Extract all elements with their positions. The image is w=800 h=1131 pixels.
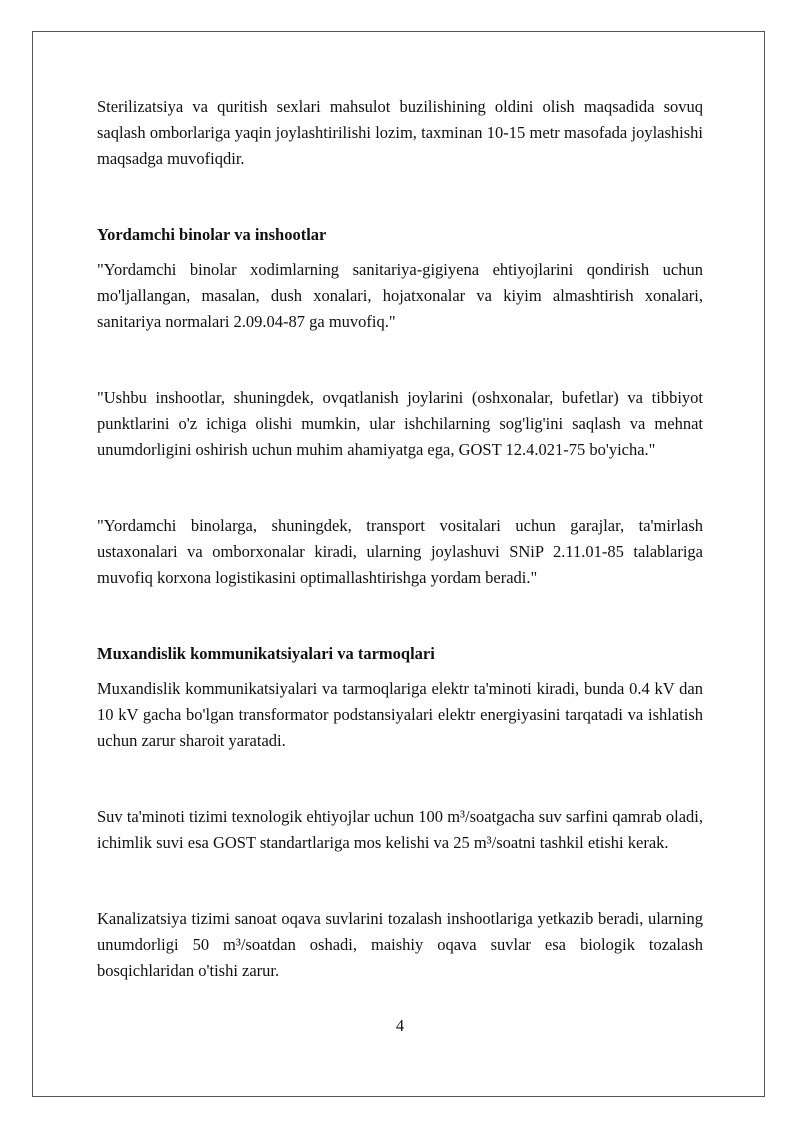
section-heading-engineering-networks: Muxandislik kommunikatsiyalari va tarmoqlari [97, 644, 435, 663]
auxiliary-paragraph-1: "Yordamchi binolar xodimlarning sanitariya-gigiyena ehtiyojlarini qondirish uchun mo'ljallangan, masalan, dush xonalari, hojatxonalar va kiyim almashtirish xonalari, sanitariya normalari 2.09.04-87 ga muvofiq." [97, 260, 703, 331]
page-content [97, 94, 703, 984]
section-heading-auxiliary-buildings: Yordamchi binolar va inshootlar [97, 225, 327, 244]
page-number: 4 [395, 1016, 405, 1035]
engineering-paragraph-3: Kanalizatsiya tizimi sanoat oqava suvlarini tozalash inshootlariga yetkazib beradi, ularning unumdorligi 50 m³/soatdan oshadi, maishiy oqava suvlar esa biologik tozalash bosqichlaridan o'tishi zarur. [97, 909, 703, 980]
engineering-paragraph-2: Suv ta'minoti tizimi texnologik ehtiyojlar uchun 100 m³/soatgacha suv sarfini qamrab oladi, ichimlik suvi esa GOST standartlariga mos kelishi va 25 m³/soatni tashkil etishi kerak. [97, 807, 703, 852]
auxiliary-paragraph-2: "Ushbu inshootlar, shuningdek, ovqatlanish joylarini (oshxonalar, bufetlar) va tibbiyot punktlarini o'z ichiga olishi mumkin, ular ishchilarning sog'lig'ini saqlash va mehnat unumdorligini oshirish uchun muhim ahamiyatga ega, GOST 12.4.021-75 bo'yicha." [97, 388, 703, 459]
intro-paragraph: Sterilizatsiya va quritish sexlari mahsulot buzilishining oldini olish maqsadida sovuq saqlash omborlariga yaqin joylashtirilishi lozim, taxminan 10-15 metr masofada joylashishi maqsadga muvofiqdir. [97, 97, 703, 168]
engineering-paragraph-1: Muxandislik kommunikatsiyalari va tarmoqlariga elektr ta'minoti kiradi, bunda 0.4 kV dan 10 kV gacha bo'lgan transformator podstansiyalari elektr energiyasini tarqatadi va ishlatish uchun zarur sharoit yaratadi. [97, 679, 703, 750]
auxiliary-paragraph-3: "Yordamchi binolarga, shuningdek, transport vositalari uchun garajlar, ta'mirlash ustaxonalari va omborxonalar kiradi, ularning joylashuvi SNiP 2.11.01-85 talablariga muvofiq korxona logistikasini optimallashtirishga yordam beradi." [97, 516, 703, 587]
